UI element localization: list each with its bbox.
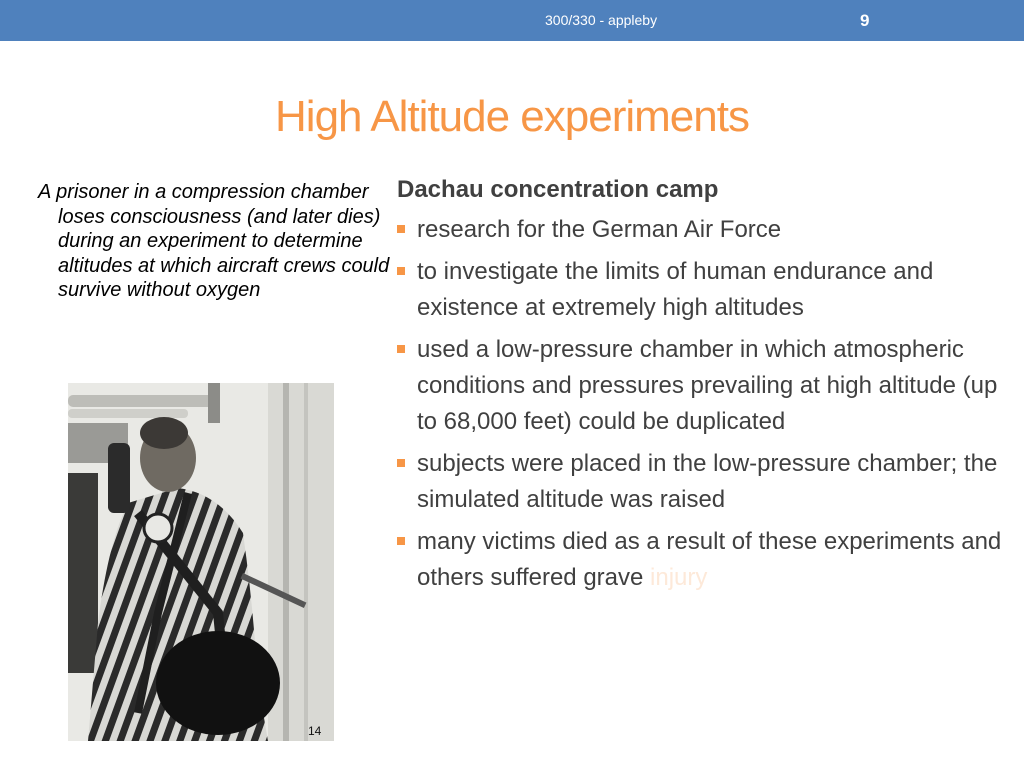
content-panel — [397, 176, 1007, 602]
bullet-item — [397, 332, 1007, 440]
bullet-item — [397, 446, 1007, 518]
bullet-square-icon — [397, 267, 405, 275]
bullet-text: to investigate the limits of human endurance and existence at extremely high altitudes — [417, 258, 934, 321]
bullet-list — [397, 212, 1007, 596]
bullet-text: many victims died as a result of these experiments and others suffered grave — [417, 528, 1002, 591]
content-heading: Dachau concentration camp — [397, 176, 719, 203]
photo-marking: 14 — [308, 724, 322, 738]
photo-caption: A prisoner in a compression chamber loses consciousness (and later dies) during an experiment to determine altitudes at which aircraft crews could survive without oxygen — [38, 181, 390, 301]
bullet-square-icon — [397, 225, 405, 233]
slide-number: 9 — [860, 11, 870, 30]
footer-text: 300/330 - appleby — [545, 12, 658, 28]
bullet-text: subjects were placed in the low-pressure chamber; the simulated altitude was raised — [417, 450, 998, 513]
bullet-text: used a low-pressure chamber in which atmospheric conditions and pressures prevailing at high altitude (up to 68,000 feet) could be duplicated — [417, 336, 998, 435]
header-bar — [0, 0, 1024, 41]
bullet-faded-text: injury — [650, 564, 708, 591]
bullet-item — [397, 524, 1007, 596]
slide-title: High Altitude experiments — [275, 92, 749, 141]
historical-photo — [68, 383, 334, 741]
bullet-item — [397, 254, 1007, 326]
bullet-square-icon — [397, 537, 405, 545]
bullet-square-icon — [397, 345, 405, 353]
bullet-text: research for the German Air Force — [417, 216, 782, 243]
bullet-item — [397, 212, 1007, 248]
bullet-square-icon — [397, 459, 405, 467]
